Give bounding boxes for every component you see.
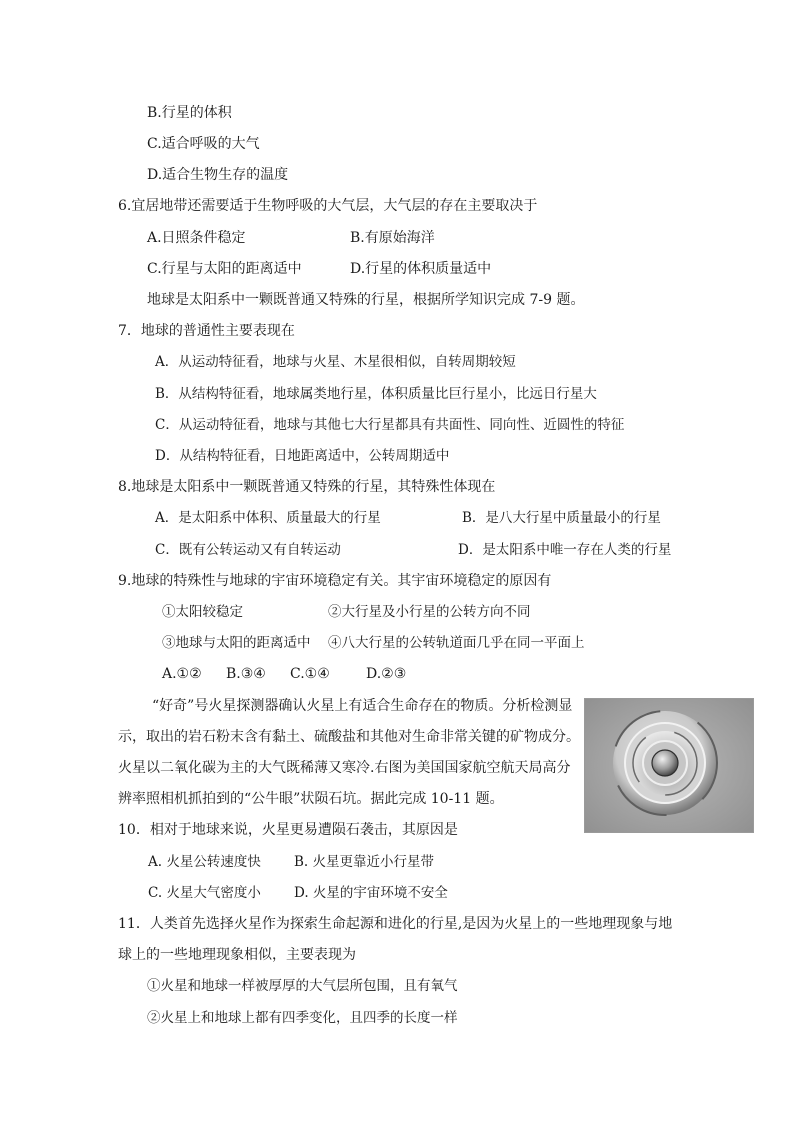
q9-statement-3: ③地球与太阳的距离适中 xyxy=(162,635,311,651)
q5-option-c: C.适合呼吸的大气 xyxy=(147,136,260,152)
intro-7-9: 地球是太阳系中一颗既普通又特殊的行星，根据所学知识完成 7-9 题。 xyxy=(147,292,585,308)
q8-option-b: B．是八大行星中质量最小的行星 xyxy=(462,510,661,526)
q11-stem-line-2: 球上的一些地理现象相似，主要表现为 xyxy=(118,947,356,963)
q5-option-b: B.行星的体积 xyxy=(147,105,232,121)
q7-option-b: B．从结构特征看，地球属类地行星，体积质量比巨行星小，比远日行星大 xyxy=(155,386,597,402)
q11-statement-2: ②火星上和地球上都有四季变化，且四季的长度一样 xyxy=(147,1010,458,1026)
passage-line-3: 火星以二氧化碳为主的大气既稀薄又寒冷.右图为美国国家航空航天局高分 xyxy=(118,760,571,776)
q9-statement-4: ④八大行星的公转轨道面几乎在同一平面上 xyxy=(328,635,585,651)
q10-option-b: B. 火星更靠近小行星带 xyxy=(294,854,435,870)
q6-option-c: C.行星与太阳的距离适中 xyxy=(147,261,302,277)
q7-option-a: A．从运动特征看，地球与火星、木星很相似，自转周期较短 xyxy=(155,354,516,370)
q7-stem: 7．地球的普通性主要表现在 xyxy=(118,323,295,339)
q6-option-d: D.行星的体积质量适中 xyxy=(350,261,492,277)
q9-option-d: D.②③ xyxy=(366,666,407,682)
passage-line-2: 示，取出的岩石粉末含有黏土、硫酸盐和其他对生命非常关键的矿物成分。 xyxy=(118,729,580,745)
q9-option-a: A.①② xyxy=(162,666,202,682)
q9-option-c: C.①④ xyxy=(290,666,330,682)
q8-option-c: C．既有公转运动又有自转运动 xyxy=(155,542,341,558)
q10-option-d: D. 火星的宇宙环境不安全 xyxy=(294,885,448,901)
q11-stem-line-1: 11．人类首先选择火星作为探索生命起源和进化的行星,是因为火星上的一些地理现象与地 xyxy=(118,916,673,932)
q9-option-b: B.③④ xyxy=(226,666,266,682)
q6-option-b: B.有原始海洋 xyxy=(350,230,435,246)
q10-option-c: C. 火星大气密度小 xyxy=(148,885,261,901)
q5-option-d: D.适合生物生存的温度 xyxy=(147,167,289,183)
passage-line-1: “好奇”号火星探测器确认火星上有适合生命存在的物质。分析检测显 xyxy=(152,698,573,714)
passage-line-4: 辨率照相机抓拍到的“公牛眼”状陨石坑。据此完成 10-11 题。 xyxy=(118,791,504,807)
q10-stem: 10．相对于地球来说，火星更易遭陨石袭击，其原因是 xyxy=(118,822,458,838)
q8-stem: 8.地球是太阳系中一颗既普通又特殊的行星，其特殊性体现在 xyxy=(118,479,496,495)
bulls-eye-crater-image xyxy=(584,698,754,833)
q6-option-a: A.日照条件稳定 xyxy=(147,230,246,246)
q8-option-a: A．是太阳系中体积、质量最大的行星 xyxy=(155,510,381,526)
q8-option-d: D．是太阳系中唯一存在人类的行星 xyxy=(458,542,672,558)
q9-statement-2: ②大行星及小行星的公转方向不同 xyxy=(328,604,531,620)
q7-option-c: C．从运动特征看，地球与其他七大行星都具有共面性、同向性、近圆性的特征 xyxy=(155,417,625,433)
q9-stem: 9.地球的特殊性与地球的宇宙环境稳定有关。其宇宙环境稳定的原因有 xyxy=(118,573,552,589)
q7-option-d: D．从结构特征看，日地距离适中，公转周期适中 xyxy=(155,448,450,464)
q10-option-a: A. 火星公转速度快 xyxy=(148,854,261,870)
q11-statement-1: ①火星和地球一样被厚厚的大气层所包围，且有氧气 xyxy=(147,978,458,994)
q6-stem: 6.宜居地带还需要适于生物呼吸的大气层，大气层的存在主要取决于 xyxy=(118,198,538,214)
q9-statement-1: ①太阳较稳定 xyxy=(162,604,243,620)
